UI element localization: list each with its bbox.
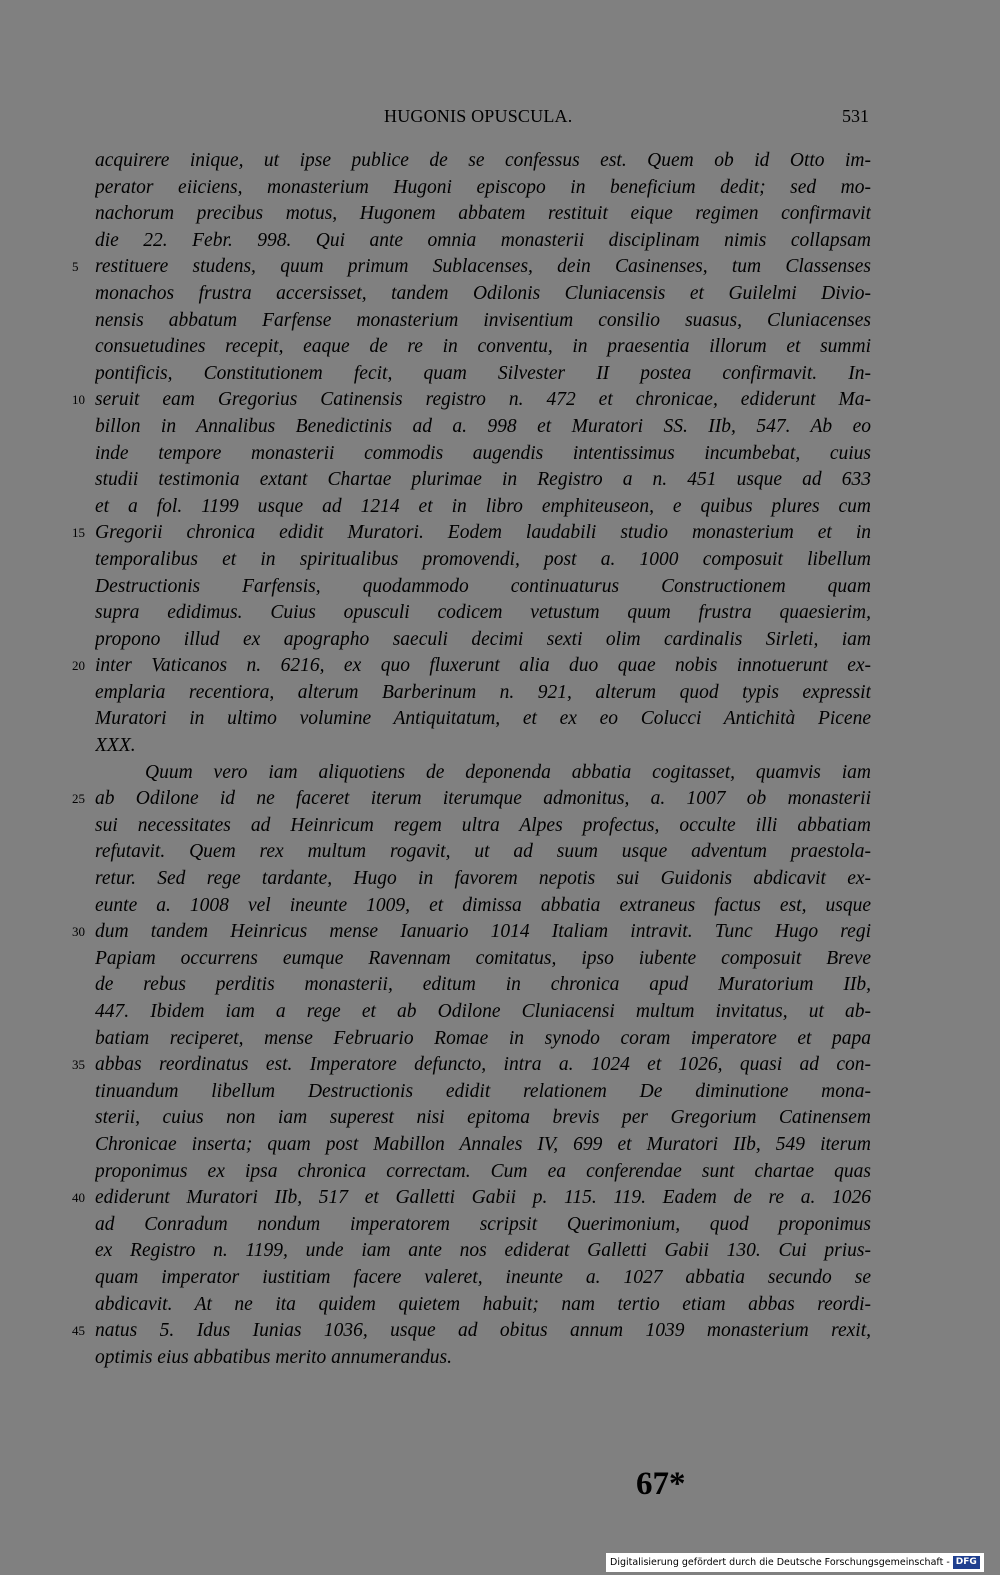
text-line — [0, 1318, 1000, 1345]
text-line — [0, 254, 1000, 281]
text-line — [0, 760, 1000, 787]
line-text: restituere studens, quum primum Sublacenses, dein Casinenses, tum Classenses — [95, 256, 871, 278]
text-line — [0, 1345, 1000, 1372]
line-text: studii testimonia extant Chartae plurimae in Registro a n. 451 usque ad 633 — [95, 469, 871, 491]
text-line — [0, 946, 1000, 973]
text-line — [0, 999, 1000, 1026]
line-text: Papiam occurrens eumque Ravennam comitatus, ipso iubente composuit Breve — [95, 947, 871, 969]
line-text: propono illud ex apographo saeculi decimi sexti olim cardinalis Sirleti, iam — [95, 628, 871, 650]
text-line — [0, 201, 1000, 228]
text-line — [0, 494, 1000, 521]
footer-credit — [606, 1553, 984, 1572]
text-line — [0, 334, 1000, 361]
text-line — [0, 228, 1000, 255]
line-text: natus 5. Idus Iunias 1036, usque ad obitus annum 1039 monasterium rexit, — [95, 1320, 871, 1342]
line-number: 45 — [72, 1323, 85, 1339]
line-text: sterii, cuius non iam superest nisi epitoma brevis per Gregorium Catinensem — [95, 1107, 871, 1129]
line-text: inde tempore monasterii commodis augendis intentissimus incumbebat, cuius — [95, 442, 871, 464]
line-text: die 22. Febr. 998. Qui ante omnia monasterii disciplinam nimis collapsam — [95, 229, 871, 251]
line-text: dum tandem Heinricus mense Ianuario 1014 Italiam intravit. Tunc Hugo regi — [95, 921, 871, 943]
line-text: consuetudines recepit, eaque de re in conventu, in praesentia illorum et summi — [95, 336, 871, 358]
line-text: de rebus perditis monasterii, editum in chronica apud Muratorium IIb, — [95, 974, 871, 996]
text-line — [0, 361, 1000, 388]
line-text: nachorum precibus motus, Hugonem abbatem restituit eique regimen confirmavit — [95, 203, 871, 225]
text-line — [0, 148, 1000, 175]
text-line — [0, 281, 1000, 308]
line-text: acquirere inique, ut ipse publice de se confessus est. Quem ob id Otto im- — [95, 150, 871, 171]
text-line — [0, 467, 1000, 494]
line-number: 10 — [72, 392, 85, 408]
line-text: proponimus ex ipsa chronica correctam. Cum ea conferendae sunt chartae quas — [95, 1160, 871, 1182]
signature-mark: 67* — [636, 1466, 686, 1502]
line-number: 5 — [72, 259, 79, 275]
text-line — [0, 733, 1000, 760]
line-text: seruit eam Gregorius Catinensis registro n. 472 et chronicae, ediderunt Ma- — [95, 389, 871, 411]
line-text: abdicavit. At ne ita quidem quietem habuit; nam tertio etiam abbas reordi- — [95, 1293, 871, 1315]
text-line — [0, 1159, 1000, 1186]
line-number: 35 — [72, 1057, 85, 1073]
line-number: 25 — [72, 791, 85, 807]
text-line — [0, 893, 1000, 920]
text-line — [0, 1026, 1000, 1053]
text-line — [0, 600, 1000, 627]
text-line — [0, 1132, 1000, 1159]
text-line — [0, 1079, 1000, 1106]
line-text: Destructionis Farfensis, quodammodo continuaturus Constructionem quam — [95, 575, 871, 597]
text-line — [0, 627, 1000, 654]
text-line — [0, 520, 1000, 547]
line-text: sui necessitates ad Heinricum regem ultra Alpes profectus, occulte illi abbatiam — [95, 814, 871, 836]
text-line — [0, 441, 1000, 468]
line-text: et a fol. 1199 usque ad 1214 et in libro emphiteuseon, e quibus plures cum — [95, 495, 871, 517]
line-text: pontificis, Constitutionem fecit, quam Silvester II postea confirmavit. In- — [95, 362, 871, 384]
line-text: eunte a. 1008 vel ineunte 1009, et dimissa abbatia extraneus factus est, usque — [95, 894, 871, 916]
line-text: refutavit. Quem rex multum rogavit, ut ad suum usque adventum praestola- — [95, 841, 871, 863]
text-line — [0, 1292, 1000, 1319]
body-text — [0, 148, 1000, 1371]
text-line — [0, 387, 1000, 414]
line-text: Gregorii chronica edidit Muratori. Eodem laudabili studio monasterium et in — [95, 522, 871, 544]
text-line — [0, 680, 1000, 707]
line-text: nensis abbatum Farfense monasterium invisentium consilio suasus, Cluniacenses — [95, 309, 871, 331]
text-line — [0, 175, 1000, 202]
text-line — [0, 414, 1000, 441]
text-line — [0, 1185, 1000, 1212]
text-line — [0, 706, 1000, 733]
running-title: HUGONIS OPUSCULA. — [384, 106, 573, 126]
text-line — [0, 574, 1000, 601]
line-text: batiam reciperet, mense Februario Romae in synodo coram imperatore et papa — [95, 1027, 871, 1049]
text-line — [0, 653, 1000, 680]
line-text: inter Vaticanos n. 6216, ex quo fluxerunt alia duo quae nobis innotuerunt ex- — [95, 655, 871, 677]
line-text: temporalibus et in spiritualibus promovendi, post a. 1000 composuit libellum — [95, 548, 871, 570]
line-text: optimis eius abbatibus merito annumerandus. — [95, 1346, 452, 1368]
line-text: tinuandum libellum Destructionis edidit relationem De diminutione mona- — [95, 1080, 871, 1102]
line-text: XXX. — [95, 735, 136, 757]
line-text: monachos frustra accersisset, tandem Odilonis Cluniacensis et Guilelmi Divio- — [95, 282, 871, 304]
line-text: Chronicae inserta; quam post Mabillon Annales IV, 699 et Muratori IIb, 549 iterum — [95, 1133, 871, 1155]
page-number: 531 — [842, 106, 869, 126]
line-number: 20 — [72, 658, 85, 674]
text-line — [0, 813, 1000, 840]
line-text: perator eiiciens, monasterium Hugoni episcopo in beneficium dedit; sed mo- — [95, 176, 871, 198]
text-line — [0, 972, 1000, 999]
text-line — [0, 1052, 1000, 1079]
text-line — [0, 786, 1000, 813]
line-text: retur. Sed rege tardante, Hugo in favorem nepotis sui Guidonis abdicavit ex- — [95, 868, 871, 890]
line-text: ex Registro n. 1199, unde iam ante nos ediderat Galletti Gabii 130. Cui prius- — [95, 1240, 871, 1262]
text-line — [0, 1105, 1000, 1132]
line-text: supra edidimus. Cuius opusculi codicem vetustum quum frustra quaesierim, — [95, 602, 871, 624]
text-line — [0, 839, 1000, 866]
line-text: quam imperator iustitiam facere valeret, ineunte a. 1027 abbatia secundo se — [95, 1266, 871, 1288]
text-line — [0, 919, 1000, 946]
footer-credit-text: Digitalisierung gefördert durch die Deutsche Forschungsgemeinschaft - — [610, 1557, 950, 1568]
line-text: billon in Annalibus Benedictinis ad a. 998 et Muratori SS. IIb, 547. Ab eo — [95, 415, 871, 437]
text-line — [0, 547, 1000, 574]
line-text: ab Odilone id ne faceret iterum iterumque admonitus, a. 1007 ob monasterii — [95, 788, 871, 810]
text-line — [0, 866, 1000, 893]
line-text: ad Conradum nondum imperatorem scripsit Querimonium, quod proponimus — [95, 1213, 871, 1235]
line-text: abbas reordinatus est. Imperatore defuncto, intra a. 1024 et 1026, quasi ad con- — [95, 1054, 871, 1076]
line-number: 30 — [72, 924, 85, 940]
line-number: 40 — [72, 1190, 85, 1206]
text-line — [0, 1265, 1000, 1292]
line-number: 15 — [72, 525, 85, 541]
line-text: emplaria recentiora, alterum Barberinum n. 921, alterum quod typis expressit — [95, 681, 871, 703]
line-text: Quum vero iam aliquotiens de deponenda abbatia cogitasset, quamvis iam — [145, 761, 871, 783]
text-line — [0, 1212, 1000, 1239]
line-text: ediderunt Muratori IIb, 517 et Galletti Gabii p. 115. 119. Eadem de re a. 1026 — [95, 1187, 871, 1209]
text-line — [0, 1238, 1000, 1265]
line-text: 447. Ibidem iam a rege et ab Odilone Cluniacensi multum invitatus, ut ab- — [95, 1001, 871, 1022]
dfg-logo: DFG — [953, 1556, 980, 1569]
text-line — [0, 308, 1000, 335]
running-head — [0, 106, 1000, 130]
line-text: Muratori in ultimo volumine Antiquitatum, et ex eo Colucci Antichità Picene — [95, 708, 871, 730]
